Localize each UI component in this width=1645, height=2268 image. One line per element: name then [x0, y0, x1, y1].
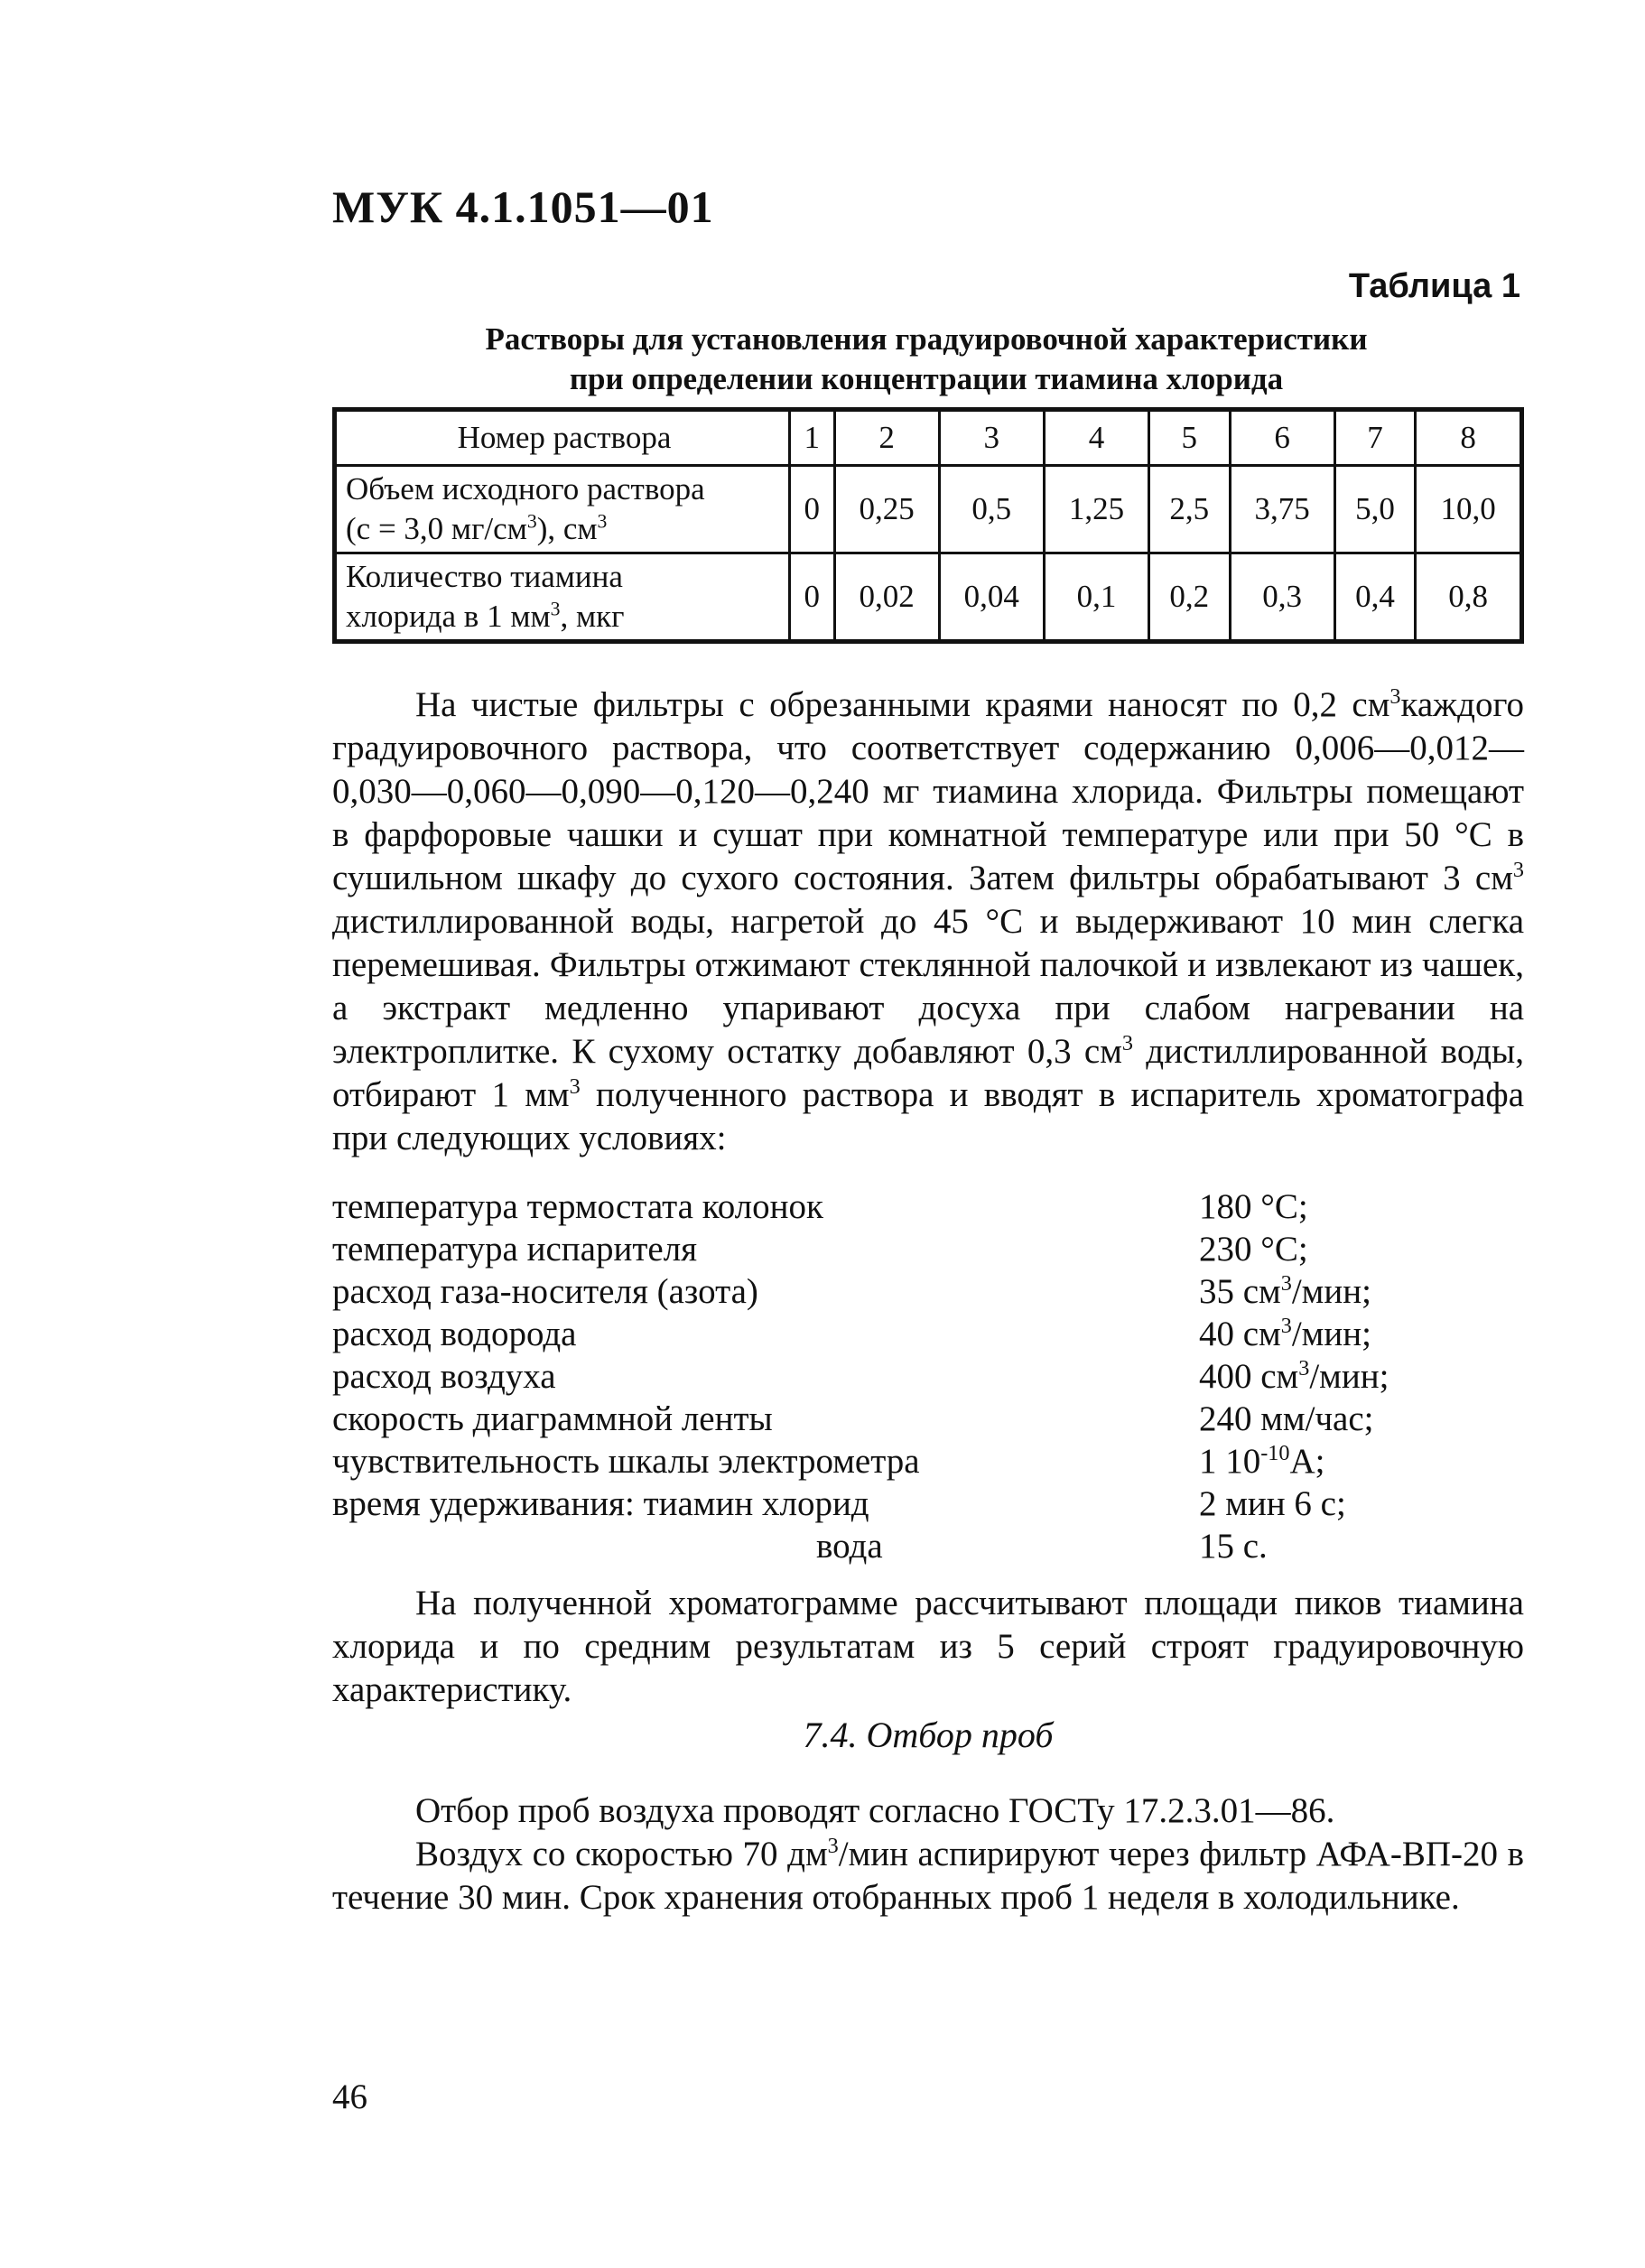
- table-cell: 0: [790, 466, 835, 553]
- condition-value: 2 мин 6 с;: [1199, 1484, 1346, 1523]
- condition-value: [1199, 1270, 1371, 1313]
- superscript: -10: [1260, 1441, 1290, 1465]
- paragraph-calibration: На полученной хроматограмме рассчитывают площади пиков тиамина хлорида и по средним результатам из 5 серий строят градуировочную характеристику.: [332, 1584, 1524, 1709]
- table-row: [335, 410, 1522, 466]
- table-cell: 5,0: [1334, 466, 1416, 553]
- superscript: 3: [526, 510, 537, 533]
- condition-name: температура испарителя: [332, 1230, 698, 1269]
- paragraph-sampling-standard: Отбор проб воздуха проводят согласно ГОСТу 17.2.3.01—86.: [415, 1791, 1335, 1830]
- value-text: /мин;: [1291, 1272, 1371, 1311]
- table-cell: 0: [790, 553, 835, 642]
- table-cell: 4: [1044, 410, 1148, 466]
- condition-value: [1199, 1355, 1389, 1398]
- table-cell: 6: [1230, 410, 1334, 466]
- condition-row: [332, 1398, 1524, 1440]
- row-header-text: (с = 3,0 мг/см: [346, 511, 527, 546]
- condition-name: вода: [816, 1527, 883, 1566]
- table-cell: 2: [834, 410, 939, 466]
- table-cell: 0,04: [939, 553, 1044, 642]
- section-title: 7.4. Отбор проб: [803, 1715, 1054, 1755]
- table-cell: 0,8: [1416, 553, 1522, 642]
- paragraph-procedure: [332, 683, 1524, 1160]
- table-cell: 3,75: [1230, 466, 1334, 553]
- table-cell: 0,02: [834, 553, 939, 642]
- table-cell: 7: [1334, 410, 1416, 466]
- condition-name: расход водорода: [332, 1315, 577, 1353]
- row-header-text: Количество тиамина: [346, 559, 623, 594]
- value-text: 1 10: [1199, 1442, 1261, 1481]
- table-cell: 0,25: [834, 466, 939, 553]
- superscript: 3: [569, 1074, 581, 1099]
- document-code: МУК 4.1.1051—01: [332, 181, 714, 232]
- condition-row: [332, 1525, 1524, 1567]
- table-cell: 0,5: [939, 466, 1044, 553]
- paragraph-sampling: [332, 1833, 1524, 1919]
- condition-value: 230 °С;: [1199, 1230, 1308, 1269]
- table-cell: 2,5: [1149, 466, 1231, 553]
- condition-row: [332, 1483, 1524, 1525]
- value-text: 35 см: [1199, 1272, 1281, 1311]
- condition-row: [332, 1228, 1524, 1270]
- condition-name: время удерживания: тиамин хлорид: [332, 1484, 869, 1523]
- superscript: 3: [1121, 1031, 1133, 1055]
- value-text: 400 см: [1199, 1357, 1299, 1396]
- condition-name: расход газа-носителя (азота): [332, 1272, 758, 1311]
- row-header-text: ), см: [536, 511, 598, 546]
- superscript: 3: [1280, 1314, 1292, 1338]
- superscript: 3: [1280, 1271, 1292, 1296]
- superscript: 3: [597, 510, 608, 533]
- condition-name: чувствительность шкалы электрометра: [332, 1442, 920, 1481]
- condition-name: расход воздуха: [332, 1357, 556, 1396]
- condition-row: [332, 1270, 1524, 1313]
- text-run: каждого градуировочного раствора, что соответствует содержанию 0,006—0,012—0,030—0,060—0,090—0,120—0,240 мг тиамина хлорида. Фильтры помещают в фарфоровые чашки и сушат при комнатной температуре или при 50 °С в сушильном шкафу до сухого состояния. Затем фильтры обрабатывают 3 см: [332, 685, 1524, 897]
- row-header-text: хлорида в 1 мм: [346, 599, 551, 634]
- table-caption-line: Растворы для установления градуировочной характеристики: [485, 321, 1368, 357]
- table-row: [335, 466, 1522, 553]
- condition-row: [332, 1313, 1524, 1355]
- condition-row: [332, 1440, 1524, 1483]
- superscript: 3: [1512, 858, 1524, 882]
- value-text: /мин;: [1291, 1315, 1371, 1353]
- table-cell: 0,4: [1334, 553, 1416, 642]
- text-run: На чистые фильтры с обрезанными краями наносят по 0,2 см: [415, 685, 1390, 724]
- table-caption: [332, 320, 1520, 399]
- table-cell: 0,2: [1149, 553, 1231, 642]
- table-cell: 3: [939, 410, 1044, 466]
- value-text: /мин;: [1309, 1357, 1389, 1396]
- superscript: 3: [550, 598, 561, 620]
- table-row: [335, 553, 1522, 642]
- table-cell: 0,1: [1044, 553, 1148, 642]
- condition-row: [332, 1185, 1524, 1228]
- table-cell: 10,0: [1416, 466, 1522, 553]
- row-header-thiamine-amount: [335, 553, 790, 642]
- text-run: полученного раствора и вводят в испаритель хроматографа при следующих условиях:: [332, 1075, 1525, 1157]
- text-run: Воздух со скоростью 70 дм: [415, 1835, 828, 1873]
- row-header-text: Объем исходного раствора: [346, 471, 705, 507]
- condition-name: температура термостата колонок: [332, 1187, 823, 1226]
- superscript: 3: [1298, 1356, 1310, 1380]
- superscript: 3: [827, 1834, 839, 1858]
- chromatograph-conditions: [332, 1185, 1524, 1567]
- condition-value: 240 мм/час;: [1199, 1399, 1374, 1438]
- page-number: 46: [332, 2077, 367, 2116]
- condition-name: скорость диаграммной ленты: [332, 1399, 773, 1438]
- value-text: 40 см: [1199, 1315, 1281, 1353]
- text-run: /мин аспирируют через фильтр АФА-ВП-20 в течение 30 мин. Срок хранения отобранных проб 1 неделя в холодильнике.: [332, 1835, 1524, 1917]
- row-header-solution-number: Номер раствора: [335, 410, 790, 466]
- text-run: дистиллированной воды, нагретой до 45 °С и выдерживают 10 мин слегка перемешивая. Фильтры отжимают стеклянной палочкой и извлекают из чашек, а экстракт медленно упаривают досуха при слабом нагревании на электроплитке. К сухому остатку добавляют 0,3 см: [332, 902, 1524, 1071]
- row-header-text: , мкг: [560, 599, 625, 634]
- calibration-table: [332, 407, 1524, 644]
- condition-value: [1199, 1440, 1324, 1483]
- table-cell: 1,25: [1044, 466, 1148, 553]
- value-text: А;: [1289, 1442, 1325, 1481]
- table-cell: 1: [790, 410, 835, 466]
- condition-value: 180 °С;: [1199, 1187, 1308, 1226]
- condition-value: [1199, 1313, 1371, 1355]
- table-cell: 8: [1416, 410, 1522, 466]
- table-cell: 0,3: [1230, 553, 1334, 642]
- condition-value: 15 с.: [1199, 1527, 1268, 1566]
- table-caption-line: при определении концентрации тиамина хлорида: [569, 361, 1284, 396]
- table-cell: 5: [1149, 410, 1231, 466]
- superscript: 3: [1389, 684, 1401, 709]
- text-run: дистиллированной воды, отбирают 1 мм: [332, 1032, 1524, 1114]
- row-header-stock-volume: [335, 466, 790, 553]
- condition-row: [332, 1355, 1524, 1398]
- table-label: Таблица 1: [1348, 267, 1520, 305]
